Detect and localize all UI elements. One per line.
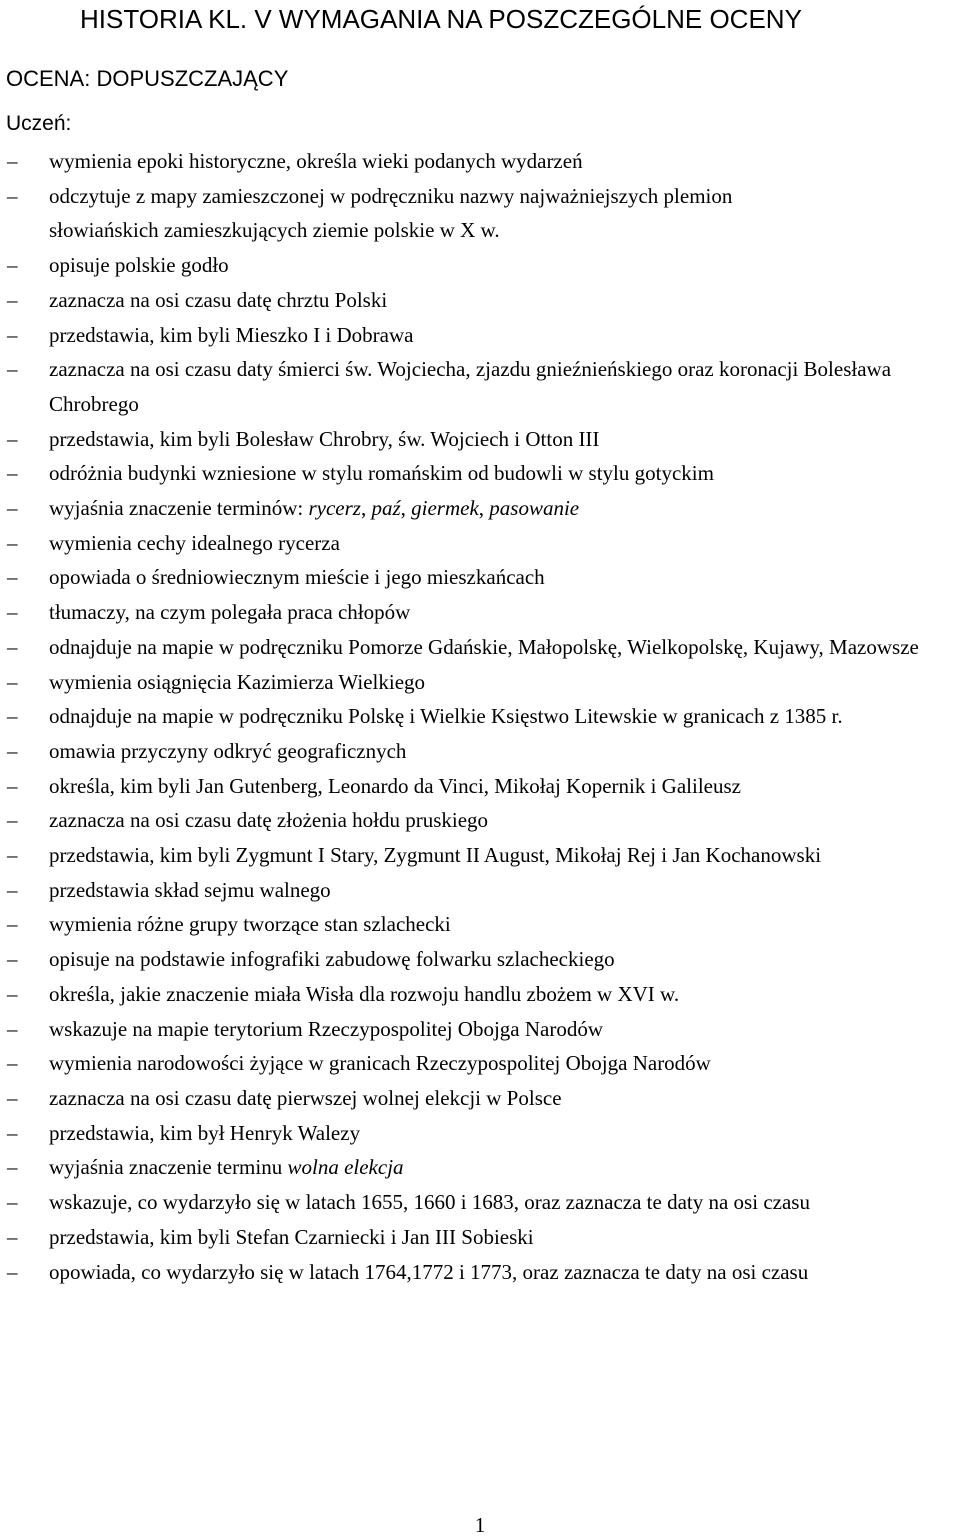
item-text: określa, jakie znaczenie miała Wisła dla rozwoju handlu zbożem w XVI w. xyxy=(49,981,680,1006)
term-rycerz: rycerz xyxy=(308,496,361,521)
dash-bullet-icon: – xyxy=(7,149,18,173)
dash-bullet-icon: – xyxy=(7,1016,18,1041)
term-pasowanie: pasowanie xyxy=(489,496,580,521)
dash-bullet-icon: – xyxy=(7,773,18,798)
dash-bullet-icon: – xyxy=(7,461,18,486)
dash-bullet-icon: – xyxy=(7,1190,18,1215)
list-item xyxy=(0,1185,960,1220)
term-paz: paź xyxy=(371,496,401,521)
requirements-list xyxy=(0,144,960,1289)
item-text: wymienia epoki historyczne, określa wieki podanych wydarzeń xyxy=(49,149,583,173)
item-text: omawia przyczyny odkryć geograficznych xyxy=(49,738,407,763)
item-text: opisuje polskie godło xyxy=(49,253,229,278)
item-text: opowiada, co wydarzyło się w latach 1764,1772 i 1773, oraz zaznacza te daty na osi czasu xyxy=(49,1259,809,1284)
dash-bullet-icon: – xyxy=(7,183,18,208)
dash-bullet-icon: – xyxy=(7,287,18,312)
list-item xyxy=(0,838,960,873)
item-text: wymienia osiągnięcia Kazimierza Wielkiego xyxy=(49,669,426,694)
dash-bullet-icon: – xyxy=(7,912,18,937)
item-text: tłumaczy, na czym polegała praca chłopów xyxy=(49,600,411,625)
list-item xyxy=(0,560,960,595)
item-text: zaznacza na osi czasu datę złożenia hołdu pruskiego xyxy=(49,808,489,833)
list-item xyxy=(0,1150,960,1185)
list-item xyxy=(0,942,960,977)
list-item xyxy=(0,907,960,942)
term-wolna-elekcja: wolna elekcja xyxy=(287,1155,404,1180)
item-text: przedstawia, kim byli Zygmunt I Stary, Zygmunt II August, Mikołaj Rej i Jan Kochanowski xyxy=(49,843,822,868)
item-text: wskazuje na mapie terytorium Rzeczypospolitej Obojga Narodów xyxy=(49,1016,603,1041)
item-text: słowiańskich zamieszkujących ziemie polskie w X w. xyxy=(49,218,500,243)
dash-bullet-icon: – xyxy=(7,496,18,521)
dash-bullet-icon: – xyxy=(7,843,18,868)
dash-bullet-icon: – xyxy=(7,1155,18,1180)
list-item xyxy=(0,734,960,769)
list-item xyxy=(0,1220,960,1255)
pupil-label: Uczeń: xyxy=(6,112,72,135)
item-text: wymienia narodowości żyjące w granicach Rzeczypospolitej Obojga Narodów xyxy=(49,1051,711,1076)
list-item xyxy=(0,803,960,838)
dash-bullet-icon: – xyxy=(7,1224,18,1249)
item-text: wymienia cechy idealnego rycerza xyxy=(49,530,340,555)
item-text: odnajduje na mapie w podręczniku Polskę i Wielkie Księstwo Litewskie w granicach z 1385 r. xyxy=(49,704,843,729)
separator: , xyxy=(400,496,412,521)
separator: , xyxy=(478,496,490,521)
item-text: przedstawia, kim był Henryk Walezy xyxy=(49,1120,361,1145)
item-text: odczytuje z mapy zamieszczonej w podręczniku nazwy najważniejszych plemion xyxy=(49,183,733,208)
dash-bullet-icon: – xyxy=(7,357,18,382)
dash-bullet-icon: – xyxy=(7,738,18,763)
list-item xyxy=(0,318,960,353)
list-item xyxy=(0,248,960,283)
item-text: przedstawia, kim byli Bolesław Chrobry, św. Wojciech i Otton III xyxy=(49,426,600,451)
list-item xyxy=(0,699,960,734)
list-item-continuation xyxy=(0,213,960,248)
item-text: zaznacza na osi czasu datę chrztu Polski xyxy=(49,287,388,312)
list-item xyxy=(0,873,960,908)
list-item xyxy=(0,665,960,700)
list-item xyxy=(0,526,960,561)
list-item xyxy=(0,456,960,491)
dash-bullet-icon: – xyxy=(7,634,18,659)
list-item xyxy=(0,352,960,421)
item-text: przedstawia, kim byli Mieszko I i Dobrawa xyxy=(49,322,414,347)
list-item xyxy=(0,283,960,318)
list-item xyxy=(0,491,960,526)
dash-bullet-icon: – xyxy=(7,322,18,347)
item-text: odróżnia budynki wzniesione w stylu romańskim od budowli w stylu gotyckim xyxy=(49,461,714,486)
document-title: HISTORIA KL. V WYMAGANIA NA POSZCZEGÓLNE OCENY xyxy=(80,4,802,34)
item-text: opowiada o średniowiecznym mieście i jego mieszkańcach xyxy=(49,565,545,590)
item-text: opisuje na podstawie infografiki zabudowę folwarku szlacheckiego xyxy=(49,947,615,972)
list-item xyxy=(0,1116,960,1151)
dash-bullet-icon: – xyxy=(7,808,18,833)
list-item xyxy=(0,422,960,457)
list-item xyxy=(0,1046,960,1081)
dash-bullet-icon: – xyxy=(7,253,18,278)
dash-bullet-icon: – xyxy=(7,530,18,555)
item-text: zaznacza na osi czasu datę pierwszej wolnej elekcji w Polsce xyxy=(49,1085,562,1110)
item-text: wskazuje, co wydarzyło się w latach 1655, 1660 i 1683, oraz zaznacza te daty na osi czasu xyxy=(49,1190,810,1215)
list-item xyxy=(0,977,960,1012)
term-giermek: giermek xyxy=(411,496,479,521)
dash-bullet-icon: – xyxy=(7,565,18,590)
dash-bullet-icon: – xyxy=(7,669,18,694)
dash-bullet-icon: – xyxy=(7,1259,18,1284)
dash-bullet-icon: – xyxy=(7,947,18,972)
dash-bullet-icon: – xyxy=(7,1085,18,1110)
page-number: 1 xyxy=(474,1513,486,1537)
item-text: odnajduje na mapie w podręczniku Pomorze Gdańskie, Małopolskę, Wielkopolskę, Kujawy, Mazowsze xyxy=(49,634,919,659)
dash-bullet-icon: – xyxy=(7,1120,18,1145)
list-item xyxy=(0,630,960,665)
dash-bullet-icon: – xyxy=(7,426,18,451)
separator: , xyxy=(360,496,372,521)
list-item xyxy=(0,769,960,804)
dash-bullet-icon: – xyxy=(7,704,18,729)
list-item xyxy=(0,595,960,630)
item-text: wyjaśnia znaczenie terminu xyxy=(49,1155,288,1180)
grade-heading: OCENA: DOPUSZCZAJĄCY xyxy=(6,66,289,91)
item-text: określa, kim byli Jan Gutenberg, Leonardo da Vinci, Mikołaj Kopernik i Galileusz xyxy=(49,773,741,798)
list-item xyxy=(0,1081,960,1116)
item-text: przedstawia skład sejmu walnego xyxy=(49,877,331,902)
dash-bullet-icon: – xyxy=(7,981,18,1006)
dash-bullet-icon: – xyxy=(7,877,18,902)
list-item xyxy=(0,1255,960,1290)
item-text: przedstawia, kim byli Stefan Czarniecki i Jan III Sobieski xyxy=(49,1224,534,1249)
item-text: wyjaśnia znaczenie terminów: xyxy=(49,496,309,521)
item-text: zaznacza na osi czasu daty śmierci św. Wojciecha, zjazdu gnieźnieńskiego oraz koronacji Bolesława Chrobrego xyxy=(49,357,892,416)
list-item xyxy=(0,179,960,214)
item-text: wymienia różne grupy tworzące stan szlachecki xyxy=(49,912,451,937)
list-item xyxy=(0,144,960,179)
dash-bullet-icon: – xyxy=(7,600,18,625)
list-item xyxy=(0,1012,960,1047)
dash-bullet-icon: – xyxy=(7,1051,18,1076)
